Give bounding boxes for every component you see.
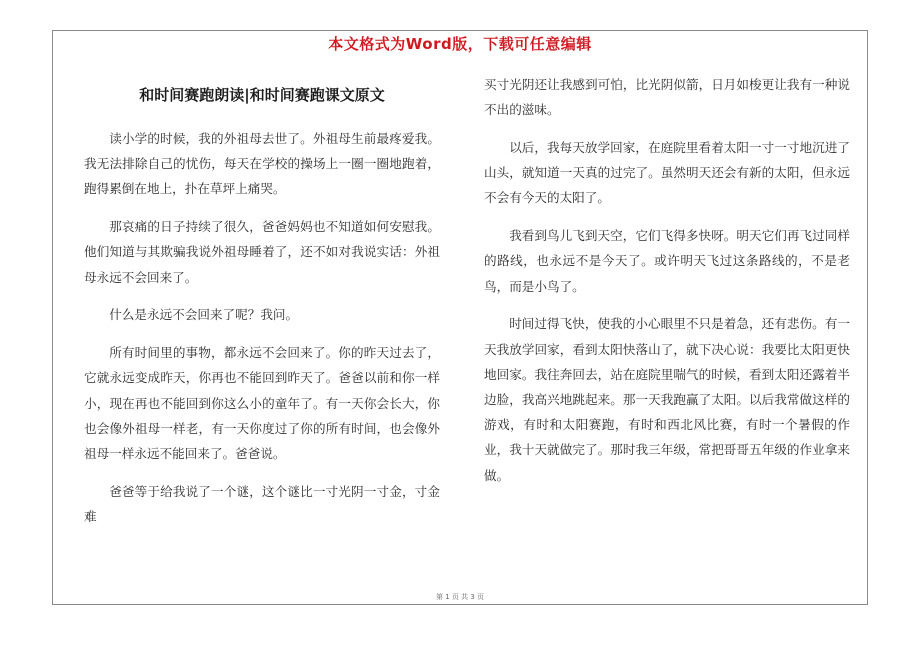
right-column (484, 72, 850, 500)
paragraph-continued: 买寸光阴还让我感到可怕，比光阴似箭，日月如梭更让我有一种说不出的滋味。 (484, 77, 850, 118)
paragraph: 读小学的时候，我的外祖母去世了。外祖母生前最疼爱我。我无法排除自己的忧伤，每天在学校的操场上一圈一圈地跑着，跑得累倒在地上，扑在草坪上痛哭。 (84, 131, 440, 197)
paragraph: 时间过得飞快，使我的小心眼里不只是着急，还有悲伤。有一天我放学回家，看到太阳快落山了，就下决心说：我要比太阳更快地回家。我往奔回去，站在庭院里喘气的时候，看到太阳还露着半边脸，我高兴地跳起来。那一天我跑赢了太阳。以后我常做这样的游戏，有时和太阳赛跑，有时和西北风比赛，有时一个暑假的作业，我十天就做完了。那时我三年级，常把哥哥五年级的作业拿来做。 (484, 316, 850, 483)
paragraph: 什么是永远不会回来了呢？我问。 (109, 307, 299, 323)
paragraph: 我看到鸟儿飞到天空，它们飞得多快呀。明天它们再飞过同样的路线，也永远不是今天了。或许明天飞过这条路线的，不是老鸟，而是小鸟了。 (484, 228, 850, 294)
paragraph: 以后，我每天放学回家，在庭院里看着太阳一寸一寸地沉进了山头，就知道一天真的过完了。虽然明天还会有新的太阳，但永远不会有今天的太阳了。 (484, 140, 850, 206)
document-title: 和时间赛跑朗读|和时间赛跑课文原文 (139, 86, 385, 104)
paragraph: 爸爸等于给我说了一个谜，这个谜比一寸光阴一寸金，寸金难 (84, 483, 440, 525)
paragraph: 那哀痛的日子持续了很久，爸爸妈妈也不知道如何安慰我。他们知道与其欺骗我说外祖母睡着了，还不如对我说实话：外祖母永远不会回来了。 (84, 219, 440, 285)
paragraph: 所有时间里的事物，都永远不会回来了。你的昨天过去了，它就永远变成昨天，你再也不能回到昨天了。爸爸以前和你一样小，现在再也不能回到你这么小的童年了。有一天你会长大，你也会像外祖母一样老，有一天你度过了你的所有时间，也会像外祖母一样永远不能回来了。爸爸说。 (84, 345, 440, 462)
edit-notice-banner: 本文格式为Word版，下载可任意编辑 (328, 35, 592, 53)
left-column (84, 126, 440, 542)
page-number-footer: 第 1 页 共 3 页 (435, 593, 485, 601)
